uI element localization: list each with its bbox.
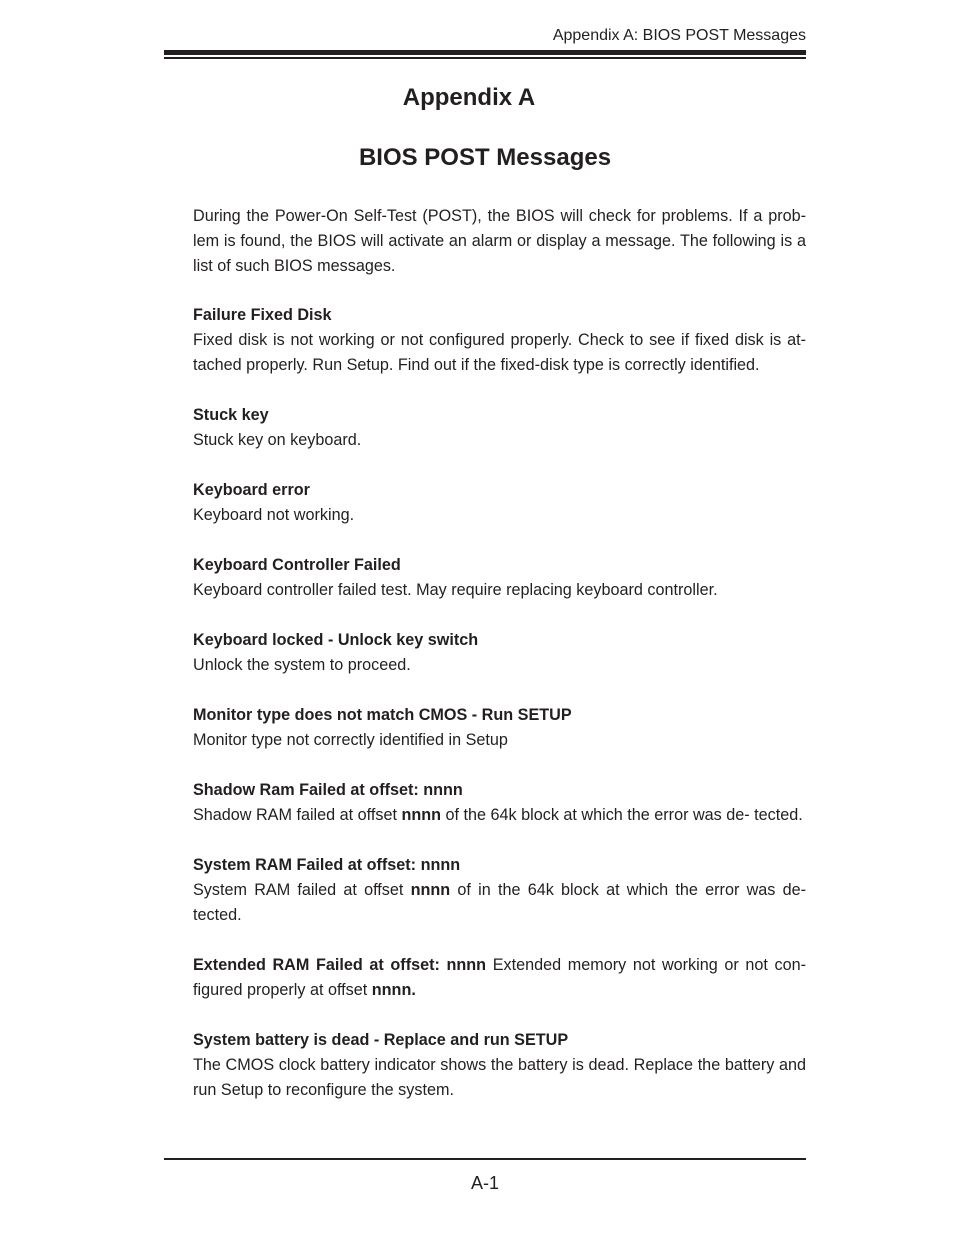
message-entry (193, 628, 806, 678)
appendix-title: Appendix A (402, 84, 536, 111)
message-entry (193, 953, 806, 1003)
message-title: Monitor type does not match CMOS - Run SETUP (193, 706, 572, 724)
message-description (193, 953, 806, 1003)
description-text: Extended memory not working or not con- figured properly at offset (193, 956, 807, 999)
message-entry (193, 853, 806, 928)
offset-placeholder: nnnn (410, 881, 451, 899)
message-title: Stuck key (193, 406, 269, 424)
body-content (193, 204, 806, 1128)
description-text: Shadow RAM failed at offset (193, 806, 402, 824)
footer-rule (164, 1158, 806, 1160)
message-description: Stuck key on keyboard. (193, 431, 362, 449)
offset-placeholder: nnnn. (371, 981, 416, 999)
message-title: Shadow Ram Failed at offset: nnnn (193, 781, 463, 799)
message-title: Extended RAM Failed at offset: nnnn (193, 956, 487, 974)
message-entry (193, 703, 806, 753)
page-number: A-1 (470, 1173, 499, 1193)
message-entry (193, 1028, 806, 1103)
message-entry (193, 303, 806, 378)
intro-paragraph: During the Power-On Self-Test (POST), the BIOS will check for problems. If a prob- lem is found, the BIOS will activate an alarm or display a message. The following is a list of such BIOS messages. (193, 207, 806, 275)
header-rule-thick (164, 50, 806, 55)
message-title: System RAM Failed at offset: nnnn (193, 856, 461, 874)
message-description: Keyboard controller failed test. May require replacing keyboard controller. (193, 581, 718, 599)
message-title: System battery is dead - Replace and run SETUP (193, 1031, 569, 1049)
message-title: Keyboard locked - Unlock key switch (193, 631, 479, 649)
message-description: The CMOS clock battery indicator shows the battery is dead. Replace the battery and run Setup to reconfigure the system. (193, 1056, 806, 1099)
running-header: Appendix A: BIOS POST Messages (552, 27, 806, 44)
message-description: Keyboard not working. (193, 506, 355, 524)
message-title: Keyboard Controller Failed (193, 556, 401, 574)
header-rule-thin (164, 57, 806, 59)
message-entry (193, 553, 806, 603)
message-title: Failure Fixed Disk (193, 306, 332, 324)
description-text: System RAM failed at offset (193, 881, 411, 899)
message-description: Fixed disk is not working or not configured properly. Check to see if fixed disk is at- tached properly. Run Setup. Find out if the fixed-disk type is correctly identified. (193, 331, 806, 374)
description-text: of the 64k block at which the error was de- tected. (441, 806, 803, 824)
message-description: Monitor type not correctly identified in Setup (193, 731, 508, 749)
message-title: Keyboard error (193, 481, 310, 499)
offset-placeholder: nnnn (401, 806, 442, 824)
message-description: Unlock the system to proceed. (193, 656, 411, 674)
message-description (193, 803, 806, 828)
message-entry (193, 403, 806, 453)
message-entry (193, 478, 806, 528)
description-text: of in the 64k block at which the error was de- tected. (193, 881, 806, 924)
chapter-title: BIOS POST Messages (358, 144, 612, 171)
message-description (193, 878, 806, 928)
message-entry (193, 778, 806, 828)
